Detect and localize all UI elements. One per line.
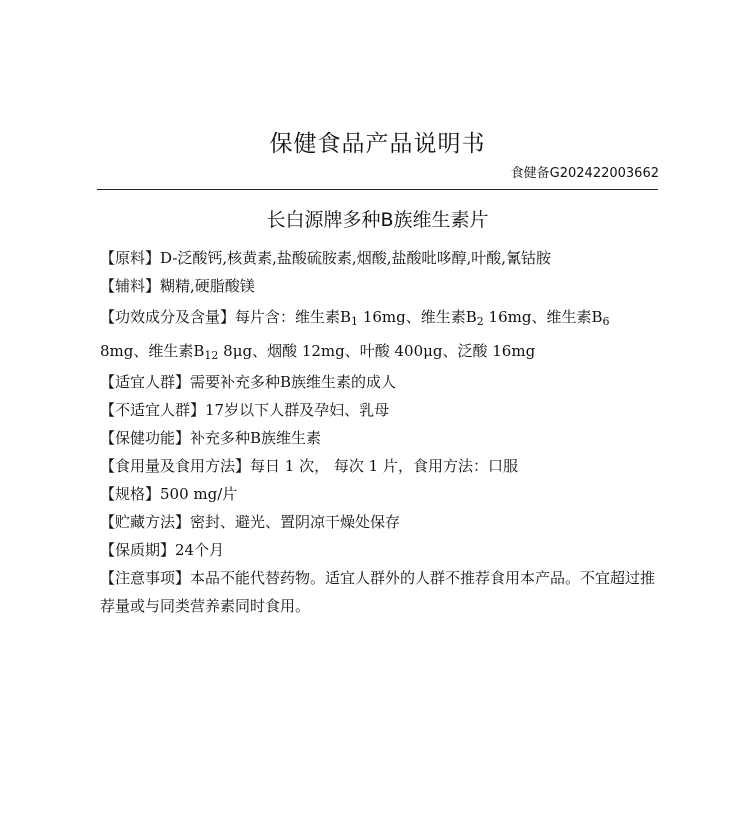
dosage-row bbox=[100, 452, 660, 480]
suitable-label: 【适宜人群】 bbox=[100, 373, 191, 391]
b12-subscript: 12 bbox=[204, 349, 219, 362]
notes-text: 本品不能代替药物。适宜人群外的人群不推荐食用本产品。不宜超过推荐量或与同类营养素同时食用。 bbox=[100, 569, 656, 615]
suitable-text: 需要补充多种B族维生素的成人 bbox=[190, 373, 397, 391]
document-title: 保健食品产品说明书 bbox=[269, 131, 486, 157]
spec-label: 【规格】 bbox=[100, 485, 161, 503]
content-prefix: 每片含：维生素B bbox=[235, 308, 352, 326]
dosage-text: 每日 1 次， 每次 1 片，食用方法：口服 bbox=[250, 457, 518, 475]
excipients-label: 【辅料】 bbox=[100, 277, 161, 295]
registration-number: 食健备G202422003662 bbox=[510, 166, 659, 181]
content-row bbox=[100, 300, 660, 368]
b2-subscript: 2 bbox=[476, 315, 484, 328]
storage-row bbox=[100, 508, 660, 536]
b6-amount: 8mg、维生素B bbox=[100, 342, 205, 360]
content-rest: 8μg、烟酸 12mg、叶酸 400μg、泛酸 16mg bbox=[218, 342, 536, 360]
suitable-row bbox=[100, 368, 660, 396]
function-text: 补充多种B族维生素 bbox=[190, 429, 322, 447]
spec-row bbox=[100, 480, 660, 508]
shelf-life-label: 【保质期】 bbox=[100, 541, 176, 559]
leaflet-body bbox=[100, 244, 660, 620]
shelf-life-text: 24个月 bbox=[175, 541, 225, 559]
storage-text: 密封、避光、置阴凉干燥处保存 bbox=[190, 513, 401, 531]
dosage-label: 【食用量及食用方法】 bbox=[100, 457, 251, 475]
b2-amount: 16mg、维生素B bbox=[483, 308, 603, 326]
storage-label: 【贮藏方法】 bbox=[100, 513, 191, 531]
ingredients-row bbox=[100, 244, 660, 272]
ingredients-text: D-泛酸钙,核黄素,盐酸硫胺素,烟酸,盐酸吡哆醇,叶酸,氰钴胺 bbox=[160, 249, 551, 267]
ingredients-label: 【原料】 bbox=[100, 249, 161, 267]
b6-subscript: 6 bbox=[602, 315, 610, 328]
excipients-text: 糊精,硬脂酸镁 bbox=[160, 277, 255, 295]
function-row bbox=[100, 424, 660, 452]
product-name: 长白源牌多种B族维生素片 bbox=[266, 209, 489, 231]
notes-row bbox=[100, 564, 660, 620]
unsuitable-text: 17岁以下人群及孕妇、乳母 bbox=[205, 401, 390, 419]
excipients-row bbox=[100, 272, 660, 300]
unsuitable-label: 【不适宜人群】 bbox=[100, 401, 206, 419]
b1-amount: 16mg、维生素B bbox=[358, 308, 477, 326]
spec-text: 500 mg/片 bbox=[160, 485, 238, 503]
b1-subscript: 1 bbox=[351, 315, 359, 328]
notes-label: 【注意事项】 bbox=[100, 569, 191, 587]
unsuitable-row bbox=[100, 396, 660, 424]
shelf-life-row bbox=[100, 536, 660, 564]
function-label: 【保健功能】 bbox=[100, 429, 191, 447]
header-divider bbox=[97, 189, 658, 190]
content-label: 【功效成分及含量】 bbox=[100, 308, 236, 326]
